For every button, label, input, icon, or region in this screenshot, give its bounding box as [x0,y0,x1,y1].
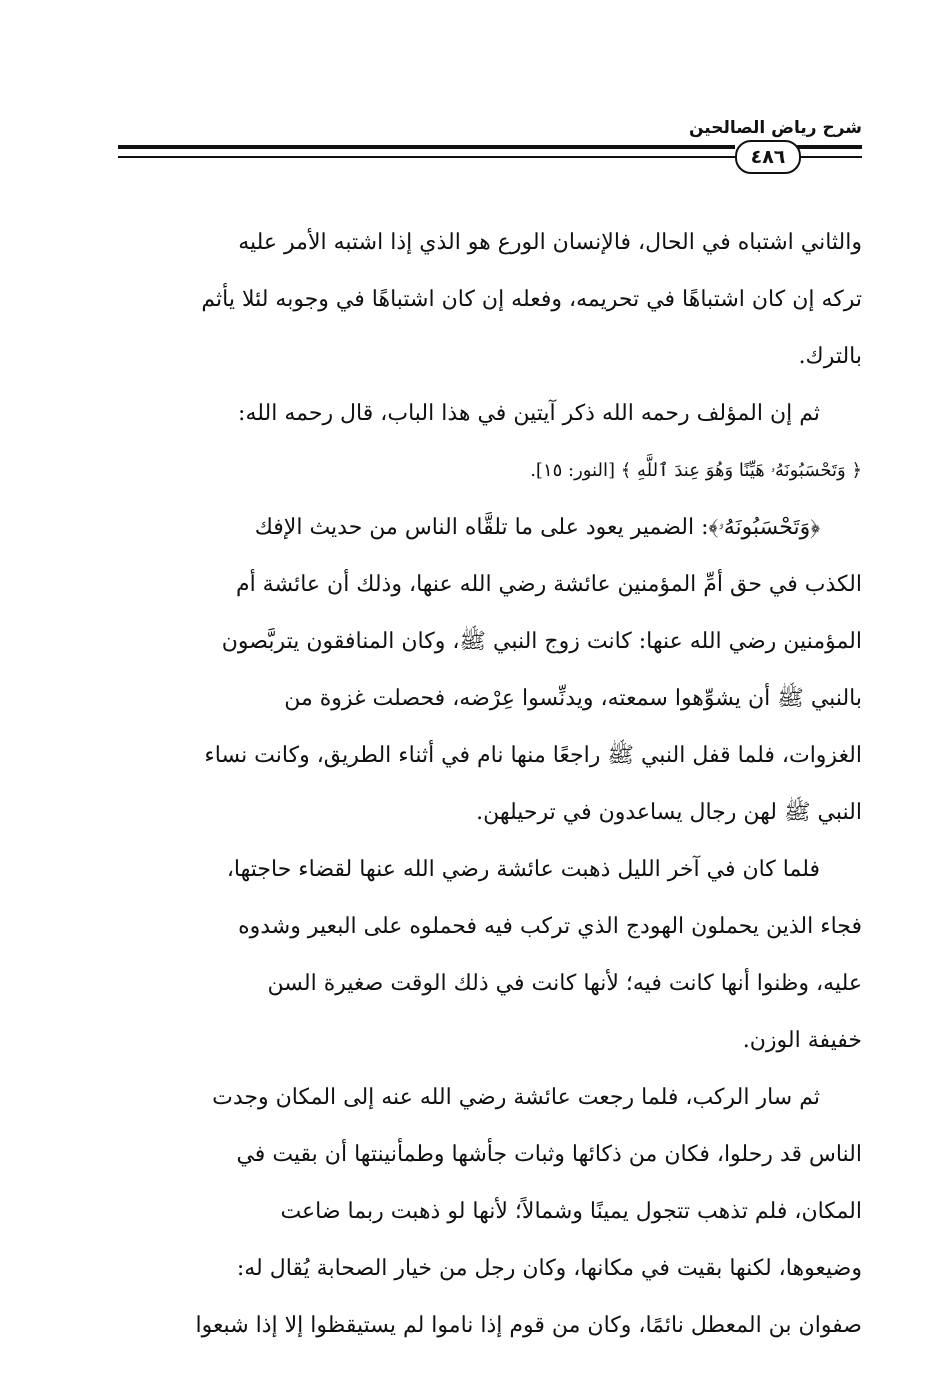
running-header-title: شرح رياض الصالحين [688,118,862,138]
text-line: تركه إن كان اشتباهًا في تحريمه، وفعله إن كان اشتباهًا في وجوبه لئلا يأثم [201,287,862,312]
text-line: ثم إن المؤلف رحمه الله ذكر آيتين في هذا الباب، قال رحمه الله: [238,401,820,426]
text-line: صفوان بن المعطل نائمًا، وكان من قوم إذا ناموا لم يستيقظوا إلا إذا شبعوا [195,1313,862,1338]
text-line: بالنبي ﷺ أن يشوِّهوا سمعته، ويدنِّسوا عِرْضه، فحصلت غزوة من [284,686,862,711]
text-line: المؤمنين رضي الله عنها: كانت زوج النبي ﷺ، وكان المنافقون يتربَّصون [221,629,862,654]
text-line: الناس قد رحلوا، فكان من ذكائها وثبات جأشها وطمأنينتها أن بقيت في [236,1142,862,1167]
quran-verse: ﴿ وَتَحْسَبُونَهُۥ هَيِّنًا وَهُوَ عِندَ ٱللَّهِ ﴾ [النور: ١٥]. [530,460,862,481]
text-line: ثم سار الركب، فلما رجعت عائشة رضي الله عنه إلى المكان وجدت [212,1085,820,1110]
text-line: بالترك. [798,344,862,369]
text-line: الكذب في حق أمِّ المؤمنين عائشة رضي الله عنها، وذلك أن عائشة أم [235,572,862,597]
text-line: وضيعوها، لكنها بقيت في مكانها، وكان رجل من خيار الصحابة يُقال له: [236,1256,862,1281]
text-line: فجاء الذين يحملون الهودج الذي تركب فيه فحملوه على البعير وشدوه [238,914,862,939]
text-line: فلما كان في آخر الليل ذهبت عائشة رضي الله عنها لقضاء حاجتها، [226,857,820,882]
text-line: عليه، وظنوا أنها كانت فيه؛ لأنها كانت في ذلك الوقت صغيرة السن [267,971,862,996]
header-rule-upper-right [797,145,862,149]
header-rule-lower-right [797,156,862,158]
page-number: ٤٨٦ [735,140,801,174]
text-line: والثاني اشتباه في الحال، فالإنسان الورع هو الذي إذا اشتبه الأمر عليه [238,230,862,255]
text-line: خفيفة الوزن. [742,1028,862,1053]
text-line: النبي ﷺ لهن رجال يساعدون في ترحيلهن. [476,800,862,825]
text-line: الغزوات، فلما قفل النبي ﷺ راجعًا منها نام في أثناء الطريق، وكانت نساء [204,743,862,768]
header-rule-lower [118,156,735,158]
body-text [120,214,862,1354]
text-line: ﴿وَتَحْسَبُونَهُۥ﴾: الضمير يعود على ما تلقَّاه الناس من حديث الإفك [254,515,820,540]
header-rule-upper [118,145,735,149]
text-line: المكان، فلم تذهب تتجول يمينًا وشمالاً؛ لأنها لو ذهبت ربما ضاعت [280,1199,862,1224]
